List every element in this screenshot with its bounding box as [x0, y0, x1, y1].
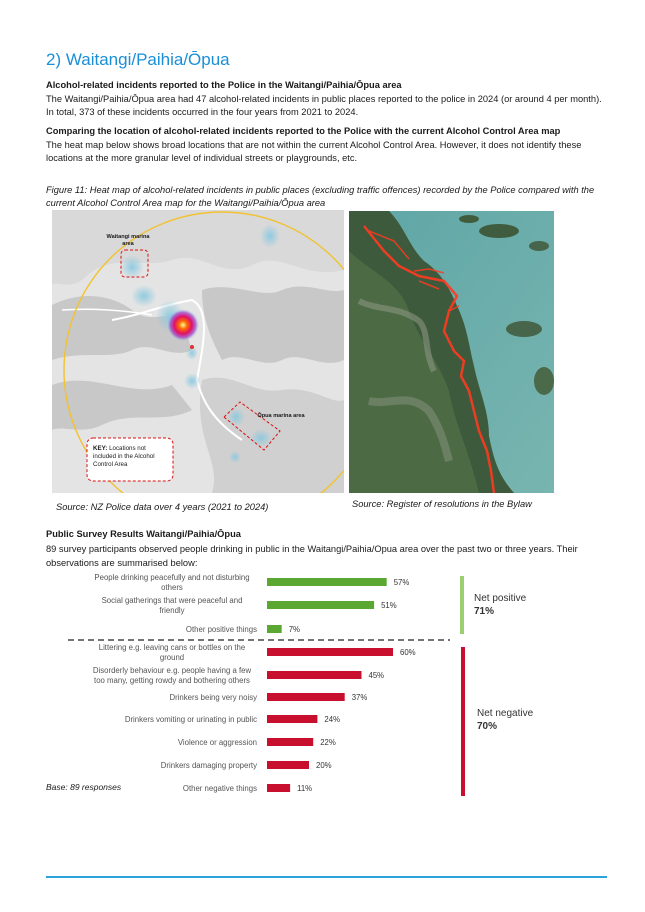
bar-8 — [267, 761, 309, 769]
category-label-4-0: Disorderly behaviour e.g. people having a few — [92, 666, 252, 675]
bar-value-label-5: 37% — [351, 693, 368, 702]
category-label-3-1: ground — [159, 653, 185, 662]
bar-value-label-4: 45% — [368, 671, 385, 680]
survey-paragraph: 89 survey participants observed people drinking in public in the Waitangi/Paihia/Opua area over the past two or three years. Their observations are summarised below: — [46, 544, 578, 568]
category-label-0-0: People drinking peacefully and not disturbing — [94, 573, 250, 582]
bar-9 — [267, 784, 290, 792]
net-negative-title: Net negative — [477, 708, 534, 719]
bar-value-label-3: 60% — [400, 648, 416, 657]
category-label-9-0: Other negative things — [182, 784, 257, 793]
bar-value-label-1: 51% — [381, 601, 397, 610]
survey-heading: Public Survey Results Waitangi/Paihia/Ōpua — [46, 529, 241, 539]
map-key — [93, 445, 169, 469]
category-label-1-1: friendly — [159, 606, 185, 615]
section-heading-incidents: Alcohol-related incidents reported to the Police in the Waitangi/Paihia/Ōpua area — [46, 80, 402, 90]
heat-map — [52, 210, 344, 493]
paragraph-incidents: The Waitangi/Paihia/Ōpua area had 47 alcohol-related incidents in public places reported to the police in 2024 (or around 4 per month). In total, 373 of these incidents occurred in the four years from 2021 to 2024. — [46, 94, 602, 117]
figure-caption: Figure 11: Heat map of alcohol-related incidents in public places (excluding traffic offences) recorded by the Police compared with the current Alcohol Control Area map for the Waitangi/Paihia/Ōpua area — [46, 185, 595, 208]
bar-value-label-6: 24% — [324, 715, 341, 724]
bar-value-label-7: 22% — [320, 738, 336, 747]
label-opua-marina: Ōpua marina area — [257, 413, 305, 419]
bar-value-label-9: 11% — [297, 784, 313, 793]
category-label-8-0: Drinkers damaging property — [160, 761, 257, 770]
bar-value-label-2: 7% — [288, 625, 300, 634]
bar-2 — [267, 625, 282, 633]
category-label-7-0: Violence or aggression — [177, 738, 257, 747]
bottom-rule — [46, 876, 607, 878]
right-map-source: Source: Register of resolutions in the Bylaw — [352, 499, 532, 509]
bar-5 — [267, 693, 345, 701]
bar-6 — [267, 715, 317, 723]
base-note: Base: 89 responses — [46, 782, 122, 792]
alcohol-control-area-map — [349, 211, 554, 493]
bar-1 — [267, 601, 374, 609]
left-map-source: Source: NZ Police data over 4 years (2021 to 2024) — [56, 502, 269, 512]
bar-0 — [267, 578, 387, 586]
category-label-0-1: others — [161, 583, 183, 592]
net-negative-value: 70% — [477, 721, 498, 732]
net-negative-label — [477, 707, 533, 733]
label-waitangi-marina: Waitangi marina area — [106, 234, 150, 247]
category-label-4-1: too many, getting rowdy and bothering others — [94, 676, 250, 685]
category-label-6-0: Drinkers vomiting or urinating in public — [124, 715, 257, 724]
net-positive-bracket — [460, 576, 464, 634]
net-negative-bracket — [461, 647, 465, 796]
category-label-3-0: Littering e.g. leaving cans or bottles on the — [98, 643, 246, 652]
category-label-1-0: Social gatherings that were peaceful and — [101, 596, 243, 605]
bar-3 — [267, 648, 393, 656]
bar-value-label-0: 57% — [393, 578, 410, 587]
bar-4 — [267, 671, 362, 679]
paragraph-comparison: The heat map below shows broad locations that are not within the current Alcohol Control Area. However, it does not identify these locations at the more granular level of individual streets or playgrounds, etc. — [46, 140, 582, 163]
net-positive-value: 71% — [474, 606, 495, 617]
page-title: 2) Waitangi/Paihia/Ōpua — [46, 50, 230, 69]
category-label-5-0: Drinkers being very noisy — [169, 693, 257, 702]
net-positive-label — [474, 592, 526, 618]
net-positive-title: Net positive — [474, 593, 527, 604]
category-label-2-0: Other positive things — [185, 625, 257, 634]
bar-7 — [267, 738, 313, 746]
map-key-title: KEY: — [93, 445, 108, 452]
section-heading-comparison: Comparing the location of alcohol-related incidents reported to the Police with the current Alcohol Control Area map — [46, 126, 561, 136]
aerial-map-graphic — [349, 211, 554, 493]
map-key-text: Locations not included in the Alcohol Control Area — [93, 445, 155, 468]
bar-value-label-8: 20% — [316, 761, 332, 770]
